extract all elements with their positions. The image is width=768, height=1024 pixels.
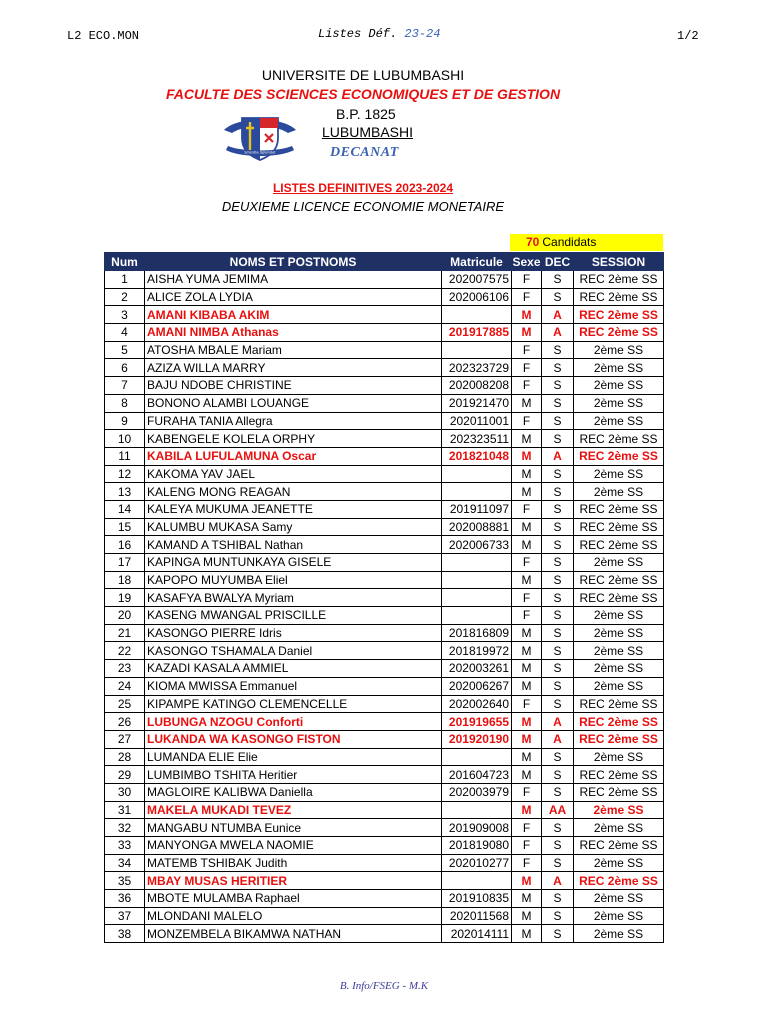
cell-name: KAPINGA MUNTUNKAYA GISELE [145, 554, 442, 572]
cell-dec: A [542, 447, 574, 465]
cell-name: KAMAND A TSHIBAL Nathan [145, 536, 442, 554]
cell-num: 30 [105, 783, 145, 801]
cell-sexe: M [512, 730, 542, 748]
cell-dec: S [542, 925, 574, 943]
cell-matricule: 202006106 [442, 288, 512, 306]
cell-session: REC 2ème SS [574, 288, 664, 306]
cell-num: 21 [105, 624, 145, 642]
cell-name: MBOTE MULAMBA Raphael [145, 890, 442, 908]
column-header-num: Num [105, 253, 145, 271]
cell-num: 35 [105, 872, 145, 890]
table-row [105, 571, 664, 589]
cell-sexe: F [512, 695, 542, 713]
table-row [105, 854, 664, 872]
table-row [105, 377, 664, 395]
table-row [105, 447, 664, 465]
table-row [105, 766, 664, 784]
cell-matricule: 201909008 [442, 819, 512, 837]
cell-sexe: M [512, 624, 542, 642]
cell-sexe: M [512, 801, 542, 819]
cell-name: KAZADI KASALA AMMIEL [145, 660, 442, 678]
cell-session: REC 2ème SS [574, 713, 664, 731]
cell-dec: S [542, 766, 574, 784]
cell-num: 5 [105, 341, 145, 359]
cell-num: 34 [105, 854, 145, 872]
cell-matricule: 202323511 [442, 430, 512, 448]
cell-sexe: M [512, 465, 542, 483]
cell-session: 2ème SS [574, 341, 664, 359]
cell-matricule: 202008881 [442, 518, 512, 536]
cell-session: 2ème SS [574, 660, 664, 678]
cell-matricule: 201910835 [442, 890, 512, 908]
cell-sexe: F [512, 359, 542, 377]
cell-dec: A [542, 713, 574, 731]
table-row [105, 430, 664, 448]
cell-session: REC 2ème SS [574, 271, 664, 289]
cell-session: 2ème SS [574, 907, 664, 925]
cell-sexe: F [512, 837, 542, 855]
cell-matricule [442, 465, 512, 483]
cell-num: 23 [105, 660, 145, 678]
cell-matricule [442, 306, 512, 324]
cell-name: FURAHA TANIA Allegra [145, 412, 442, 430]
cell-num: 33 [105, 837, 145, 855]
cell-matricule: 201821048 [442, 447, 512, 465]
student-list-table [104, 252, 664, 943]
table-row [105, 713, 664, 731]
column-header-sexe: Sexe [512, 254, 541, 269]
cell-session: 2ème SS [574, 412, 664, 430]
table-row [105, 819, 664, 837]
cell-num: 27 [105, 730, 145, 748]
table-row [105, 500, 664, 518]
cell-name: KAPOPO MUYUMBA Eliel [145, 571, 442, 589]
cell-matricule: 202006267 [442, 677, 512, 695]
cell-session: REC 2ème SS [574, 695, 664, 713]
cell-sexe: M [512, 571, 542, 589]
cell-sexe: F [512, 377, 542, 395]
cell-dec: S [542, 271, 574, 289]
cell-name: KASENG MWANGAL PRISCILLE [145, 607, 442, 625]
cell-name: LUMBIMBO TSHITA Heritier [145, 766, 442, 784]
cell-dec: S [542, 607, 574, 625]
cell-dec: A [542, 730, 574, 748]
cell-sexe: F [512, 341, 542, 359]
cell-session: REC 2ème SS [574, 518, 664, 536]
cell-session: REC 2ème SS [574, 500, 664, 518]
cell-dec: S [542, 819, 574, 837]
cell-session: REC 2ème SS [574, 783, 664, 801]
table-row [105, 925, 664, 943]
cell-dec: S [542, 377, 574, 395]
cell-num: 13 [105, 483, 145, 501]
cell-dec: S [542, 341, 574, 359]
cell-sexe: M [512, 430, 542, 448]
cell-num: 9 [105, 412, 145, 430]
table-row [105, 359, 664, 377]
cell-sexe: M [512, 483, 542, 501]
cell-name: LUBUNGA NZOGU Conforti [145, 713, 442, 731]
cell-sexe: M [512, 324, 542, 342]
cell-num: 2 [105, 288, 145, 306]
cell-sexe: F [512, 854, 542, 872]
cell-num: 3 [105, 306, 145, 324]
cell-dec: A [542, 324, 574, 342]
cell-num: 19 [105, 589, 145, 607]
university-name: UNIVERSITE DE LUBUMBASHI [261, 67, 465, 83]
cell-matricule [442, 801, 512, 819]
cell-dec: S [542, 536, 574, 554]
cell-matricule [442, 748, 512, 766]
table-row [105, 730, 664, 748]
cell-name: AZIZA WILLA MARRY [145, 359, 442, 377]
table-row [105, 394, 664, 412]
list-title: LISTES DEFINITIVES 2023-2024 [272, 181, 454, 195]
cell-dec: S [542, 783, 574, 801]
table-row [105, 695, 664, 713]
cell-name: KASONGO PIERRE Idris [145, 624, 442, 642]
cell-num: 38 [105, 925, 145, 943]
postal-box: B.P. 1825 [336, 106, 396, 122]
cell-sexe: F [512, 288, 542, 306]
table-row [105, 801, 664, 819]
cell-sexe: M [512, 306, 542, 324]
table-row [105, 748, 664, 766]
cell-session: REC 2ème SS [574, 536, 664, 554]
cell-sexe: F [512, 412, 542, 430]
cell-session: REC 2ème SS [574, 766, 664, 784]
cell-dec: S [542, 394, 574, 412]
table-row [105, 837, 664, 855]
cell-matricule: 202010277 [442, 854, 512, 872]
cell-matricule: 201604723 [442, 766, 512, 784]
cell-matricule: 201919655 [442, 713, 512, 731]
table-row [105, 288, 664, 306]
cell-name: MAKELA MUKADI TEVEZ [145, 801, 442, 819]
cell-sexe: F [512, 554, 542, 572]
table-row [105, 677, 664, 695]
cell-num: 37 [105, 907, 145, 925]
cell-name: LUKANDA WA KASONGO FISTON [145, 730, 442, 748]
cell-dec: A [542, 306, 574, 324]
cell-dec: S [542, 571, 574, 589]
cell-matricule: 201920190 [442, 730, 512, 748]
table-row [105, 624, 664, 642]
cell-session: REC 2ème SS [574, 324, 664, 342]
cell-session: 2ème SS [574, 819, 664, 837]
cell-num: 14 [105, 500, 145, 518]
cell-name: KABILA LUFULAMUNA Oscar [145, 447, 442, 465]
cell-sexe: F [512, 589, 542, 607]
table-row [105, 518, 664, 536]
cell-num: 16 [105, 536, 145, 554]
cell-num: 22 [105, 642, 145, 660]
cell-session: 2ème SS [574, 554, 664, 572]
cell-num: 1 [105, 271, 145, 289]
cell-matricule [442, 872, 512, 890]
cell-session: REC 2ème SS [574, 730, 664, 748]
table-row [105, 907, 664, 925]
cell-matricule: 201819972 [442, 642, 512, 660]
page-number: 1/2 [677, 29, 699, 43]
cell-dec: A [542, 872, 574, 890]
cell-sexe: M [512, 536, 542, 554]
cell-dec: S [542, 518, 574, 536]
cell-dec: S [542, 359, 574, 377]
cell-num: 6 [105, 359, 145, 377]
cell-sexe: M [512, 907, 542, 925]
university-crest-logo [222, 106, 298, 164]
cell-session: REC 2ème SS [574, 571, 664, 589]
column-header-matricule: Matricule [442, 253, 512, 271]
cell-num: 8 [105, 394, 145, 412]
cell-name: MATEMB TSHIBAK Judith [145, 854, 442, 872]
cell-num: 4 [105, 324, 145, 342]
cell-dec: AA [542, 801, 574, 819]
logo-motto: Scientia Splendet [244, 150, 276, 155]
cell-matricule: 201819080 [442, 837, 512, 855]
candidate-label: Candidats [542, 235, 597, 249]
cell-session: 2ème SS [574, 359, 664, 377]
cell-matricule: 201816809 [442, 624, 512, 642]
cell-sexe: M [512, 872, 542, 890]
cell-name: BONONO ALAMBI LOUANGE [145, 394, 442, 412]
cell-dec: S [542, 430, 574, 448]
column-header-session: SESSION [574, 253, 664, 271]
cell-num: 17 [105, 554, 145, 572]
cell-name: ALICE ZOLA LYDIA [145, 288, 442, 306]
table-row [105, 783, 664, 801]
cell-dec: S [542, 624, 574, 642]
cell-session: REC 2ème SS [574, 589, 664, 607]
office-name: DECANAT [330, 145, 399, 160]
cell-matricule: 202002640 [442, 695, 512, 713]
cell-matricule: 202008208 [442, 377, 512, 395]
column-header-name: NOMS ET POSTNOMS [145, 253, 442, 271]
cell-sexe: M [512, 394, 542, 412]
cell-dec: S [542, 288, 574, 306]
cell-num: 28 [105, 748, 145, 766]
faculty-name: FACULTE DES SCIENCES ECONOMIQUES ET DE GESTION [165, 86, 561, 102]
cell-sexe: F [512, 271, 542, 289]
cell-name: MANGABU NTUMBA Eunice [145, 819, 442, 837]
cell-matricule: 202007575 [442, 271, 512, 289]
cell-dec: S [542, 695, 574, 713]
table-row [105, 642, 664, 660]
table-row [105, 589, 664, 607]
header-list-year: 23-24 [404, 27, 441, 41]
cell-sexe: M [512, 713, 542, 731]
table-body [105, 271, 664, 943]
cell-name: ATOSHA MBALE Mariam [145, 341, 442, 359]
cell-dec: S [542, 412, 574, 430]
cell-num: 36 [105, 890, 145, 908]
table-row [105, 465, 664, 483]
cell-num: 24 [105, 677, 145, 695]
cell-name: KIPAMPE KATINGO CLEMENCELLE [145, 695, 442, 713]
cell-name: KASONGO TSHAMALA Daniel [145, 642, 442, 660]
cell-sexe: M [512, 677, 542, 695]
cell-num: 26 [105, 713, 145, 731]
cell-sexe: M [512, 642, 542, 660]
list-subtitle: DEUXIEME LICENCE ECONOMIE MONETAIRE [221, 199, 505, 214]
cell-sexe: F [512, 783, 542, 801]
table-row [105, 306, 664, 324]
header-course-code: L2 ECO.MON [67, 29, 140, 43]
cell-sexe: M [512, 447, 542, 465]
cell-name: KIOMA MWISSA Emmanuel [145, 677, 442, 695]
cell-num: 15 [105, 518, 145, 536]
cell-num: 18 [105, 571, 145, 589]
cell-session: REC 2ème SS [574, 872, 664, 890]
cell-session: 2ème SS [574, 677, 664, 695]
table-row [105, 872, 664, 890]
cell-matricule: 202323729 [442, 359, 512, 377]
cell-num: 31 [105, 801, 145, 819]
table-row [105, 271, 664, 289]
table-row [105, 536, 664, 554]
cell-name: MANYONGA MWELA NAOMIE [145, 837, 442, 855]
cell-name: KALUMBU MUKASA Samy [145, 518, 442, 536]
table-row [105, 412, 664, 430]
cell-name: MAGLOIRE KALIBWA Daniella [145, 783, 442, 801]
cell-session: 2ème SS [574, 854, 664, 872]
cell-dec: S [542, 554, 574, 572]
footer-credit: B. Info/FSEG - M.K [339, 980, 429, 992]
table-header-row [105, 253, 664, 271]
cell-matricule: 202011568 [442, 907, 512, 925]
cell-matricule: 202003261 [442, 660, 512, 678]
cell-session: REC 2ème SS [574, 430, 664, 448]
table-row [105, 324, 664, 342]
cell-num: 10 [105, 430, 145, 448]
cell-matricule: 201921470 [442, 394, 512, 412]
cell-dec: S [542, 748, 574, 766]
cell-matricule: 202011001 [442, 412, 512, 430]
cell-name: LUMANDA ELIE Elie [145, 748, 442, 766]
cell-sexe: F [512, 819, 542, 837]
cell-name: AISHA YUMA JEMIMA [145, 271, 442, 289]
cell-dec: S [542, 677, 574, 695]
cell-num: 20 [105, 607, 145, 625]
cell-matricule: 202006733 [442, 536, 512, 554]
cell-num: 12 [105, 465, 145, 483]
cell-session: 2ème SS [574, 801, 664, 819]
cell-dec: S [542, 500, 574, 518]
cell-name: MONZEMBELA BIKAMWA NATHAN [145, 925, 442, 943]
cell-sexe: F [512, 500, 542, 518]
cell-matricule [442, 341, 512, 359]
cell-sexe: M [512, 518, 542, 536]
cell-dec: S [542, 660, 574, 678]
table-row [105, 890, 664, 908]
cell-matricule: 202014111 [442, 925, 512, 943]
cell-num: 25 [105, 695, 145, 713]
cell-name: BAJU NDOBE CHRISTINE [145, 377, 442, 395]
cell-dec: S [542, 854, 574, 872]
column-header-dec: DEC [542, 253, 574, 271]
cell-session: 2ème SS [574, 642, 664, 660]
table-row [105, 660, 664, 678]
cell-sexe: M [512, 890, 542, 908]
cell-dec: S [542, 465, 574, 483]
cell-session: 2ème SS [574, 465, 664, 483]
cell-session: REC 2ème SS [574, 837, 664, 855]
cell-sexe: M [512, 660, 542, 678]
cell-num: 7 [105, 377, 145, 395]
cell-session: 2ème SS [574, 377, 664, 395]
cell-matricule [442, 607, 512, 625]
cell-name: AMANI KIBABA AKIM [145, 306, 442, 324]
cell-dec: S [542, 907, 574, 925]
cell-session: 2ème SS [574, 748, 664, 766]
cell-name: KAKOMA YAV JAEL [145, 465, 442, 483]
cell-dec: S [542, 589, 574, 607]
cell-dec: S [542, 483, 574, 501]
cell-name: MBAY MUSAS HERITIER [145, 872, 442, 890]
cell-matricule [442, 589, 512, 607]
cell-sexe: F [512, 607, 542, 625]
cell-matricule: 201917885 [442, 324, 512, 342]
cell-session: REC 2ème SS [574, 447, 664, 465]
table-row [105, 554, 664, 572]
header-list-prefix: Listes Déf. [318, 27, 398, 41]
cell-matricule [442, 554, 512, 572]
cell-matricule [442, 571, 512, 589]
cell-session: 2ème SS [574, 624, 664, 642]
table-row [105, 341, 664, 359]
cell-num: 11 [105, 447, 145, 465]
header-list-title [318, 27, 440, 41]
cell-name: MLONDANI MALELO [145, 907, 442, 925]
table-row [105, 607, 664, 625]
cell-num: 29 [105, 766, 145, 784]
cell-session: 2ème SS [574, 483, 664, 501]
city-name: LUBUMBASHI [322, 124, 414, 140]
cell-dec: S [542, 642, 574, 660]
table-row [105, 483, 664, 501]
cell-name: KABENGELE KOLELA ORPHY [145, 430, 442, 448]
cell-sexe: M [512, 748, 542, 766]
cell-matricule: 201911097 [442, 500, 512, 518]
cell-num: 32 [105, 819, 145, 837]
candidate-count: 70 [526, 235, 540, 249]
cell-matricule: 202003979 [442, 783, 512, 801]
cell-name: KALEYA MUKUMA JEANETTE [145, 500, 442, 518]
cell-session: 2ème SS [574, 890, 664, 908]
cell-name: KASAFYA BWALYA Myriam [145, 589, 442, 607]
cell-matricule [442, 483, 512, 501]
cell-sexe: M [512, 766, 542, 784]
cell-sexe: M [512, 925, 542, 943]
cell-session: 2ème SS [574, 394, 664, 412]
cell-session: REC 2ème SS [574, 306, 664, 324]
candidate-count-badge [510, 234, 663, 251]
cell-session: 2ème SS [574, 925, 664, 943]
cell-name: KALENG MONG REAGAN [145, 483, 442, 501]
cell-session: 2ème SS [574, 607, 664, 625]
cell-dec: S [542, 890, 574, 908]
cell-name: AMANI NIMBA Athanas [145, 324, 442, 342]
cell-dec: S [542, 837, 574, 855]
